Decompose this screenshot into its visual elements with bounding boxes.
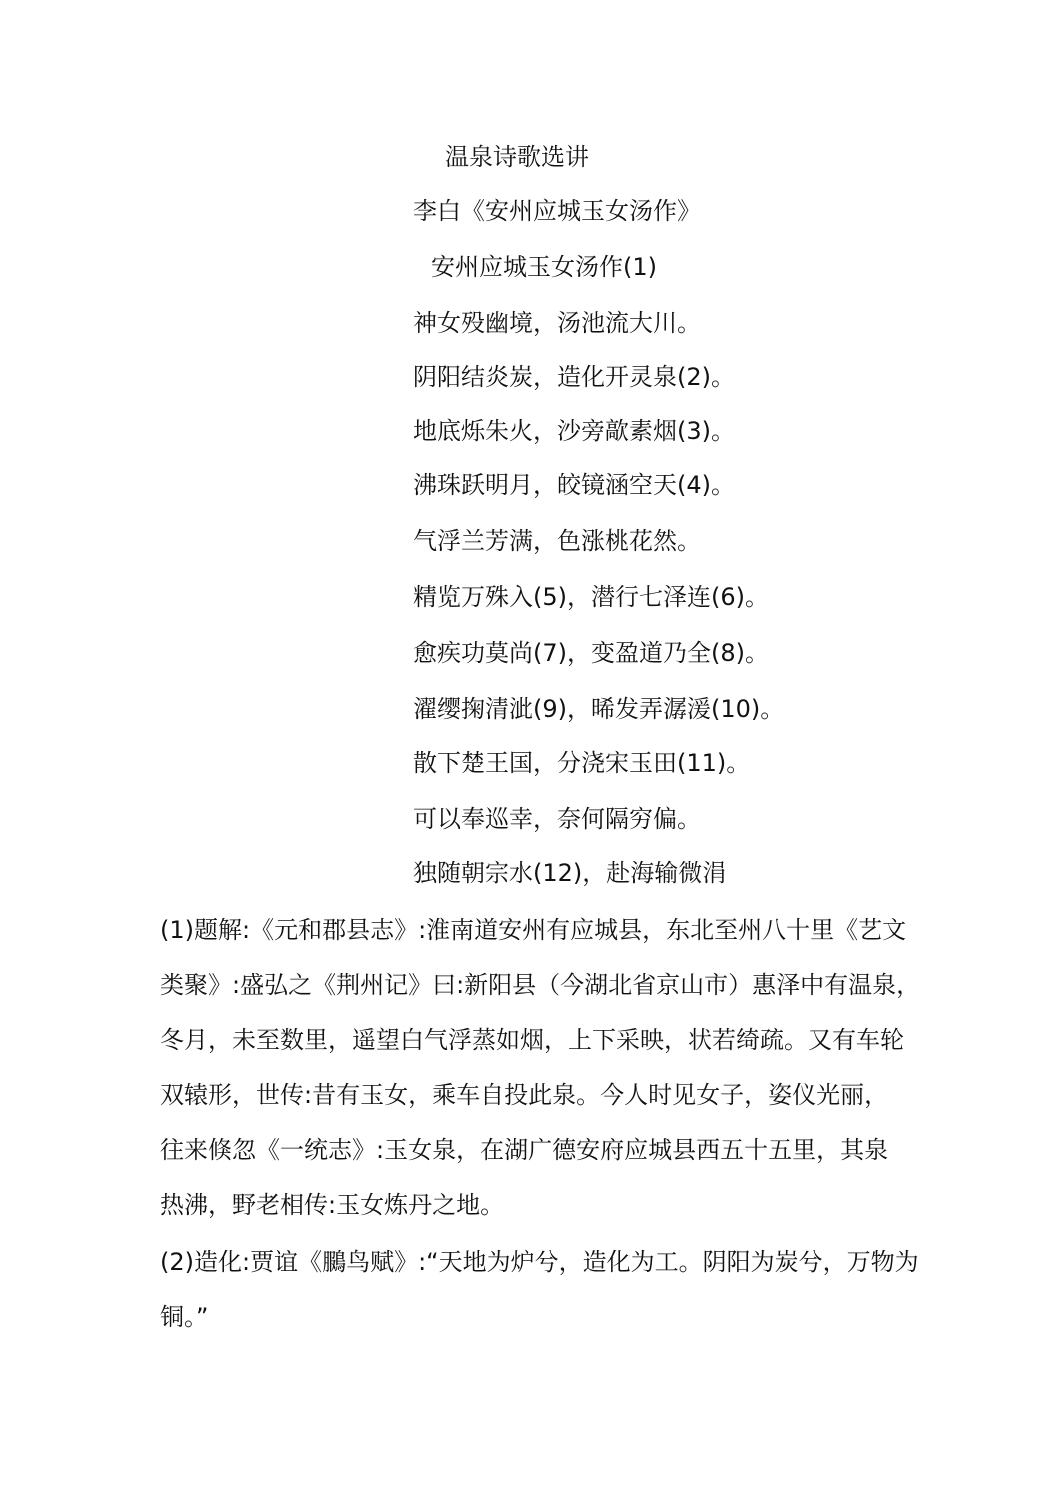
poem-line: 地底烁朱火，沙旁歊素烟(3)。 (413, 417, 735, 445)
footnote-line: (1)题解:《元和郡县志》:淮南道安州有应城县，东北至州八十里《艺文 (160, 916, 907, 944)
poem-line: 精览万殊入(5)，潜行七泽连(6)。 (413, 583, 769, 611)
footnote-line: 铜。” (160, 1303, 209, 1331)
section-subtitle: 李白《安州应城玉女汤作》 (413, 197, 701, 225)
poem-line: 阴阳结炎炭，造化开灵泉(2)。 (413, 363, 735, 391)
footnote-line: 双辕形，世传:昔有玉女，乘车自投此泉。今人时见女子，姿仪光丽， (160, 1081, 889, 1109)
poem-line: 沸珠跃明月，皎镜涵空天(4)。 (413, 471, 735, 499)
poem-line: 散下楚王国，分浇宋玉田(11)。 (413, 749, 751, 777)
page-title: 温泉诗歌选讲 (445, 143, 589, 171)
poem-line: 愈疾功莫尚(7)，变盈道乃全(8)。 (413, 639, 769, 667)
poem-line: 濯缨掬清泚(9)，晞发弄潺湲(10)。 (413, 695, 785, 723)
footnote-line: 类聚》:盛弘之《荆州记》曰:新阳县（今湖北省京山市）惠泽中有温泉， (160, 971, 921, 999)
poem-line: 神女殁幽境，汤池流大川。 (413, 309, 701, 337)
poem-line: 独随朝宗水(12)，赴海输微涓 (413, 859, 727, 887)
poem-line: 可以奉巡幸，奈何隔穷偏。 (413, 805, 701, 833)
footnote-2 (160, 1235, 919, 1345)
poem-title: 安州应城玉女汤作(1) (431, 253, 657, 281)
footnote-line: 往来倏忽《一统志》:玉女泉，在湖广德安府应城县西五十五里，其泉 (160, 1136, 889, 1164)
footnote-line: (2)造化:贾谊《鵩鸟赋》:“天地为炉兮，造化为工。阴阳为炭兮，万物为 (160, 1248, 919, 1276)
footnote-1 (160, 903, 921, 1233)
footnote-line: 热沸，野老相传:玉女炼丹之地。 (160, 1191, 505, 1219)
footnote-line: 冬月，未至数里，遥望白气浮蒸如烟，上下采映，状若绮疏。又有车轮 (160, 1026, 904, 1054)
poem-line: 气浮兰芳满，色涨桃花然。 (413, 527, 701, 555)
